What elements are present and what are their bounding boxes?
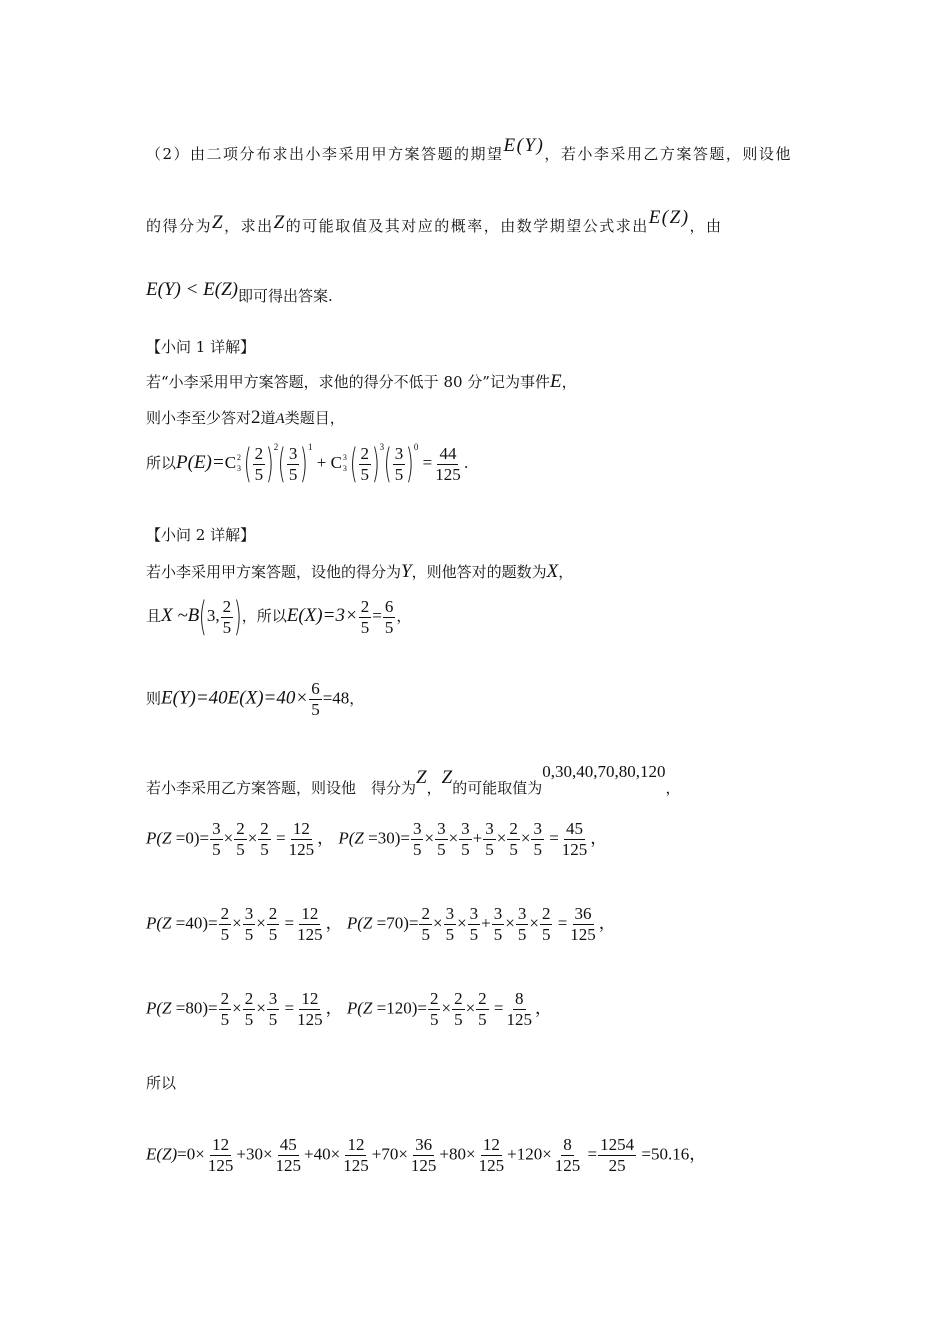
ez-lhs: E(Z) xyxy=(146,1144,178,1164)
fraction: $\frac{2}{5}$ xyxy=(429,989,439,1029)
q2-line2-end: ， xyxy=(396,607,412,625)
q1-end: . xyxy=(463,454,469,472)
comb-c33: $C^33$ xyxy=(330,453,347,473)
q2-line1-b: ，则他答对的题数为 xyxy=(411,563,547,581)
paren-open: ( xyxy=(349,441,358,487)
prob-row-1: P(Z =0)= $\frac{3}{5}$ × $\frac{2}{5}$ × $\frac{2}{5}$ = $\frac{12}{125}$ ， P(Z =30)= $\frac{3}{5}$ × $\frac{3}{5}$ × $\frac{3}{5}$ + $\frac{3}{5}$ × $\frac{2}{5}$ × $\frac{3}{5}$ = $\frac{45}{125}$ ， xyxy=(146,819,608,859)
fraction: $\frac{3}{5}$ xyxy=(268,989,278,1029)
fraction xyxy=(309,680,322,719)
ex-expr: E(X)=3× xyxy=(286,605,358,626)
equals-sign: = xyxy=(418,453,433,472)
comb-c32: $C^23$ xyxy=(224,453,242,473)
fraction: $\frac{3}{5}$ xyxy=(244,904,254,944)
numerator: 2 xyxy=(360,443,370,463)
p-z120-eq: =120)= xyxy=(376,998,427,1018)
denominator: 5 xyxy=(311,699,320,719)
denominator: 5 xyxy=(360,617,370,637)
q2-line4-end: ， xyxy=(665,779,681,797)
q1-line2-num: 2 xyxy=(251,407,261,428)
fraction: $\frac{1254}{25}$ xyxy=(600,1135,635,1175)
fraction: $\frac{2}{5}$ xyxy=(260,819,269,859)
type-a: A xyxy=(275,411,285,427)
p-z40-eq: =40)= xyxy=(175,913,218,933)
fraction: $\frac{3}{5}$ xyxy=(485,819,494,859)
prob-row-2: P(Z =40)= $\frac{2}{5}$ × $\frac{3}{5}$ × $\frac{2}{5}$ = $\frac{12}{125}$ ， P(Z =70)= $\frac{2}{5}$ × $\frac{3}{5}$ × $\frac{3}{5}$ + $\frac{3}{5}$ × $\frac{3}{5}$ × $\frac{2}{5}$ = $\frac{36}{125}$ ， xyxy=(146,904,616,944)
z-values: 0,30,40,70,80,120 xyxy=(542,762,666,781)
para2-line2-d: ，由 xyxy=(689,217,723,235)
q1-so: 所以 xyxy=(146,454,177,472)
para2-line1 xyxy=(146,135,792,163)
fraction: $\frac{2}{5}$ xyxy=(541,904,551,944)
fraction: $\frac{12}{125}$ xyxy=(343,1135,369,1175)
para2-line1-tail: ，若小李采用乙方案答题，则设他 xyxy=(544,145,792,163)
var-z-4: Z xyxy=(441,767,453,788)
fraction: $\frac{36}{125}$ xyxy=(570,904,596,944)
denominator: 125 xyxy=(435,464,461,484)
fraction: $\frac{2}{5}$ xyxy=(244,989,254,1029)
exponent: 0 xyxy=(413,442,419,452)
numerator: 2 xyxy=(360,596,370,616)
numerator: 2 xyxy=(254,443,264,463)
paren-close: ) xyxy=(266,441,274,487)
numerator: 44 xyxy=(439,443,457,463)
paren-open: ( xyxy=(384,441,392,487)
fraction: $\frac{3}{5}$ xyxy=(533,819,542,859)
numerator: 6 xyxy=(384,596,394,616)
fraction: $\frac{8}{125}$ xyxy=(506,989,532,1029)
denominator: 5 xyxy=(288,464,298,484)
var-y: Y xyxy=(401,561,412,582)
q2-line1 xyxy=(146,562,573,581)
q1-line1-end: ， xyxy=(561,373,577,391)
var-x: X xyxy=(546,561,559,582)
p-z70-lhs: P(Z xyxy=(346,913,377,933)
p-z30-lhs: P(Z xyxy=(338,828,369,848)
denominator: 5 xyxy=(394,464,404,484)
q1-line2-b: 道 xyxy=(260,409,276,427)
q2-so: 所以 xyxy=(146,1074,177,1092)
fraction: $\frac{8}{125}$ xyxy=(554,1135,581,1175)
denominator: 5 xyxy=(384,617,394,637)
q2-line4-c: 的可能取值为 xyxy=(452,779,543,797)
q2-line3 xyxy=(146,680,364,719)
ey-calc: E(Y)=40E(X)=40× xyxy=(161,687,309,709)
fraction: $\frac{2}{5}$ xyxy=(509,819,518,859)
q1-line2-c: 类题目， xyxy=(284,409,345,427)
q1-line1-text: 若“小李采用甲方案答题，求他的得分不低于 80 分”记为事件 xyxy=(146,373,550,391)
para2-line2-c: 的可能取值及其对应的概率，由数学期望公式求出 xyxy=(285,217,649,235)
plus-sign: + xyxy=(312,453,331,472)
p-z30-eq: =30)= xyxy=(368,828,410,848)
equals-sign: = xyxy=(372,606,382,625)
q1-formula xyxy=(146,441,469,487)
q1-line2-a: 则小李至少答对 xyxy=(146,409,252,427)
q2-line2 xyxy=(146,594,412,640)
numerator: 3 xyxy=(288,443,298,463)
q2-line4 xyxy=(146,762,681,797)
q2-line2-b: ，所以 xyxy=(241,607,287,625)
denominator: 5 xyxy=(254,464,264,484)
para2-line3 xyxy=(146,279,333,305)
fraction xyxy=(383,598,396,637)
event-e: E xyxy=(549,371,562,392)
fraction xyxy=(287,445,300,484)
fraction xyxy=(393,445,406,484)
para2-line3-tail: 即可得出答案. xyxy=(237,287,333,305)
para2-line2-a: 的得分为 xyxy=(146,217,213,235)
p-z70-eq: =70)= xyxy=(376,913,419,933)
numerator: 3 xyxy=(394,443,404,463)
numerator: 6 xyxy=(311,679,320,698)
para2-line2 xyxy=(146,207,723,235)
fraction: $\frac{2}{5}$ xyxy=(478,989,487,1029)
paren-open: ( xyxy=(278,441,286,487)
ey-expr: E(Y) xyxy=(503,135,545,156)
fraction: $\frac{3}{5}$ xyxy=(445,904,455,944)
q2-line3-a: 则 xyxy=(146,689,162,708)
inequality-expr: E(Y) < E(Z) xyxy=(146,279,238,300)
prob-row-3: P(Z =80)= $\frac{2}{5}$ × $\frac{2}{5}$ × $\frac{3}{5}$ = $\frac{12}{125}$ ， P(Z =120)= $\frac{2}{5}$ × $\frac{2}{5}$ × $\frac{2}{5}$ = $\frac{8}{125}$ ， xyxy=(146,989,552,1029)
fraction: $\frac{3}{5}$ xyxy=(469,904,479,944)
ez-expr: E(Z) xyxy=(648,207,690,228)
denominator: 5 xyxy=(360,464,370,484)
q1-line1 xyxy=(146,372,577,391)
fraction xyxy=(221,598,234,637)
q2-line1-a: 若小李采用甲方案答题，设他的得分为 xyxy=(146,563,402,581)
fraction: $\frac{3}{5}$ xyxy=(412,819,422,859)
binomial-dist: X ~B xyxy=(161,605,200,626)
result-fraction xyxy=(433,445,463,484)
fraction: $\frac{12}{125}$ xyxy=(297,904,323,944)
q1-line2 xyxy=(146,408,345,427)
fraction: $\frac{3}{5}$ xyxy=(461,819,470,859)
paren-close: ) xyxy=(371,441,380,487)
q2-line2-a: 且 xyxy=(146,607,162,625)
paren-open: ( xyxy=(243,441,252,487)
fraction: $\frac{2}{5}$ xyxy=(220,989,230,1029)
fraction: $\frac{3}{5}$ xyxy=(493,904,503,944)
fraction: $\frac{45}{125}$ xyxy=(275,1135,302,1175)
q2-heading: 【小问 2 详解】 xyxy=(146,526,256,544)
q2-line4-a: 若小李采用乙方案答题，则设他 得分为 xyxy=(146,779,417,797)
paren-close: ) xyxy=(406,441,414,487)
p-e-lhs: P(E)= xyxy=(176,452,225,473)
q2-line1-end: ， xyxy=(558,563,574,581)
exponent: 3 xyxy=(379,442,385,452)
exponent: 2 xyxy=(273,442,279,452)
numerator: 2 xyxy=(222,596,232,616)
fraction xyxy=(359,598,372,637)
fraction: $\frac{2}{5}$ xyxy=(454,989,463,1029)
q2-line4-b: ， xyxy=(426,779,442,797)
q1-heading: 【小问 1 详解】 xyxy=(146,338,256,356)
fraction: $\frac{2}{5}$ xyxy=(421,904,430,944)
para2-line1-text: （2）由二项分布求出小李采用甲方案答题的期望 xyxy=(146,145,504,163)
fraction: $\frac{3}{5}$ xyxy=(517,904,527,944)
q2-line3-end: ， xyxy=(349,689,365,708)
p-z0-eq: =0)= xyxy=(175,828,210,848)
fraction: $\frac{36}{125}$ xyxy=(410,1135,437,1175)
p-z80-eq: =80)= xyxy=(175,998,218,1018)
p-z0-lhs: P(Z xyxy=(146,828,176,848)
denominator: 5 xyxy=(222,617,232,637)
fraction: $\frac{12}{125}$ xyxy=(288,819,315,859)
fraction: $\frac{3}{5}$ xyxy=(437,819,446,859)
var-z-2: Z xyxy=(273,212,286,233)
fraction: $\frac{2}{5}$ xyxy=(220,904,230,944)
p-z120-lhs: P(Z xyxy=(346,998,377,1018)
ez-formula: E(Z)=0× $\frac{12}{125}$ +30× $\frac{45}{125}$ +40× $\frac{12}{125}$ +70× $\frac{36}{125}$ +80× $\frac{12}{125}$ +120× $\frac{8}{125}$ = $\frac{1254}{25}$ =50.16， xyxy=(146,1135,707,1175)
fraction: $\frac{2}{5}$ xyxy=(268,904,278,944)
ey-result: =48 xyxy=(322,688,350,708)
p-z40-lhs: P(Z xyxy=(146,913,176,933)
fraction xyxy=(359,445,372,484)
var-z-3: Z xyxy=(416,767,427,788)
binomial-n: 3, xyxy=(206,606,220,625)
para2-line2-b: ，求出 xyxy=(224,217,274,235)
fraction xyxy=(253,445,266,484)
paren-close: ) xyxy=(234,594,242,640)
fraction: $\frac{12}{125}$ xyxy=(297,989,323,1029)
paren-open: ( xyxy=(199,594,207,640)
var-z: Z xyxy=(212,212,225,233)
paren-close: ) xyxy=(300,441,309,487)
fraction: $\frac{45}{125}$ xyxy=(561,819,588,859)
p-z80-lhs: P(Z xyxy=(146,998,176,1018)
fraction: $\frac{12}{125}$ xyxy=(207,1135,234,1175)
fraction: $\frac{3}{5}$ xyxy=(212,819,221,859)
fraction: $\frac{12}{125}$ xyxy=(478,1135,505,1175)
exponent: 1 xyxy=(307,442,313,452)
fraction: $\frac{2}{5}$ xyxy=(236,819,245,859)
